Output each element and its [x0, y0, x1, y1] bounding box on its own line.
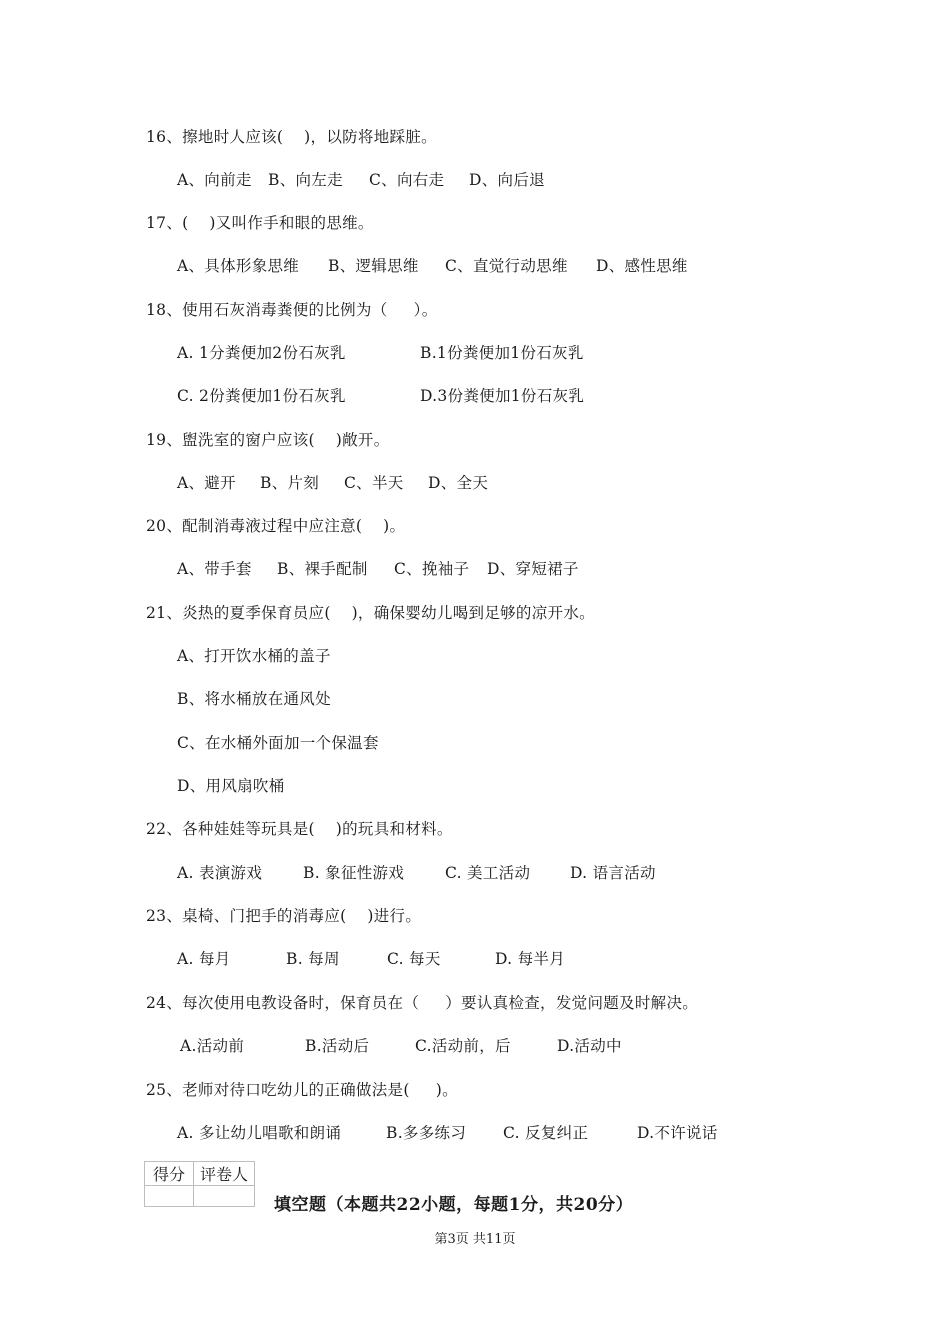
- option-c: C. 2份粪便加1份石灰乳: [177, 387, 346, 405]
- option-a: A、打开饮水桶的盖子: [177, 647, 331, 665]
- question-25-options: [0, 1123, 950, 1243]
- option-d: D. 语言活动: [570, 864, 656, 882]
- question-20: 20、配制消毒液过程中应注意( )。: [146, 517, 406, 535]
- question-17: 17、( )又叫作手和眼的思维。: [146, 214, 374, 232]
- grader-cell: [194, 1186, 255, 1207]
- score-cell: [145, 1186, 194, 1207]
- question-16: 16、擦地时人应该( )，以防将地踩脏。: [146, 128, 437, 146]
- option-a: A. 1分粪便加2份石灰乳: [177, 344, 346, 362]
- option-a: A、具体形象思维: [177, 257, 300, 275]
- option-d: D、向后退: [469, 171, 545, 189]
- option-d: D、用风扇吹桶: [177, 777, 285, 795]
- option-a: A、向前走: [177, 171, 252, 189]
- option-d: D、穿短裙子: [487, 560, 579, 578]
- option-c: C. 每天: [387, 950, 441, 968]
- question-24: 24、每次使用电教设备时，保育员在（ ）要认真检查，发觉问题及时解决。: [146, 994, 699, 1012]
- section-title: 填空题（本题共22小题，每题1分，共20分）: [274, 1195, 634, 1215]
- option-b: B. 每周: [286, 950, 340, 968]
- option-b: B.活动后: [305, 1037, 370, 1055]
- option-a: A、避开: [177, 474, 236, 492]
- question-23: 23、桌椅、门把手的消毒应( )进行。: [146, 907, 422, 925]
- question-19: 19、盥洗室的窗户应该( )敞开。: [146, 431, 390, 449]
- option-a: A、带手套: [177, 560, 252, 578]
- option-b: B、片刻: [260, 474, 320, 492]
- option-c: C、向右走: [369, 171, 445, 189]
- option-a: A. 每月: [177, 950, 231, 968]
- question-18-options-row2: [0, 386, 950, 466]
- option-b: B、裸手配制: [277, 560, 368, 578]
- option-c: C、挽袖子: [394, 560, 470, 578]
- option-b: B.1份粪便加1份石灰乳: [420, 344, 584, 362]
- question-21: 21、炎热的夏季保育员应( )，确保婴幼儿喝到足够的凉开水。: [146, 604, 595, 622]
- option-b: B、逻辑思维: [328, 257, 419, 275]
- option-b: B、向左走: [268, 171, 343, 189]
- option-a: A.活动前: [180, 1037, 245, 1055]
- option-b: B. 象征性游戏: [303, 864, 405, 882]
- score-label: 得分: [145, 1162, 194, 1186]
- question-22: 22、各种娃娃等玩具是( )的玩具和材料。: [146, 820, 453, 838]
- option-d: D、全天: [428, 474, 489, 492]
- option-b: B.多多练习: [386, 1124, 467, 1142]
- option-d: D、感性思维: [596, 257, 688, 275]
- option-a: A. 表演游戏: [177, 864, 263, 882]
- score-table: [144, 1161, 255, 1207]
- option-a: A. 多让幼儿唱歌和朗诵: [177, 1124, 342, 1142]
- option-c: C. 反复纠正: [503, 1124, 589, 1142]
- option-d: D.3份粪便加1份石灰乳: [420, 387, 585, 405]
- option-c: C、半天: [344, 474, 404, 492]
- option-d: D.活动中: [557, 1037, 622, 1055]
- grader-label: 评卷人: [194, 1162, 255, 1186]
- page-footer: 第3页 共11页: [434, 1232, 516, 1247]
- question-18: 18、使用石灰消毒粪便的比例为（ ）。: [146, 301, 438, 319]
- option-c: C、直觉行动思维: [445, 257, 568, 275]
- question-25: 25、老师对待口吃幼儿的正确做法是( )。: [146, 1081, 458, 1099]
- option-b: B、将水桶放在通风处: [177, 690, 331, 708]
- option-d: D. 每半月: [495, 950, 566, 968]
- option-d: D.不许说话: [637, 1124, 718, 1142]
- option-c: C.活动前，后: [415, 1037, 511, 1055]
- option-c: C. 美工活动: [445, 864, 531, 882]
- option-c: C、在水桶外面加一个保温套: [177, 734, 379, 752]
